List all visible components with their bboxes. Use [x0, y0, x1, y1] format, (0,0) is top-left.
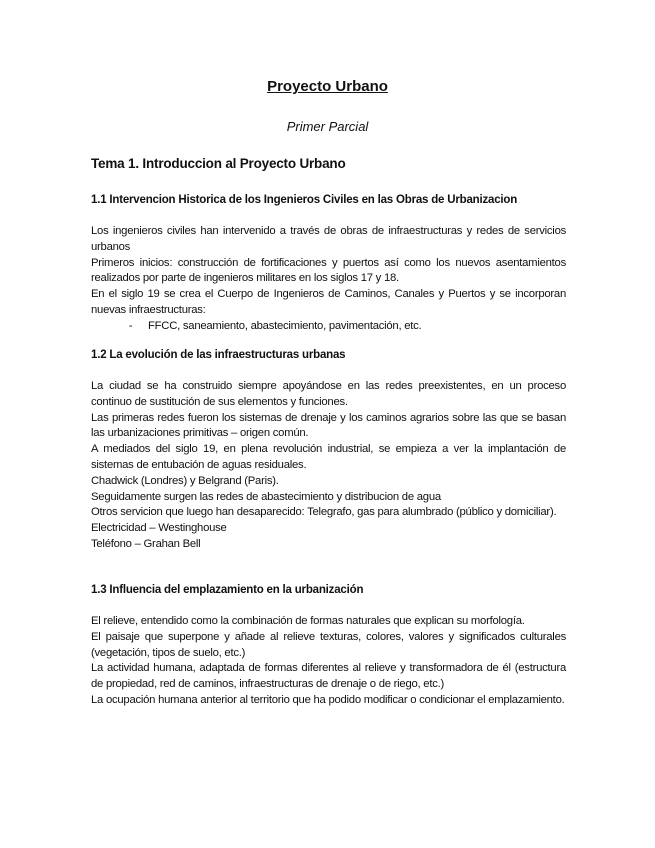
paragraph: Teléfono – Grahan Bell	[91, 537, 201, 550]
section-body-1-2	[91, 379, 566, 553]
paragraph: La ocupación humana anterior al territorio que ha podido modificar o condicionar el emplazamiento.	[91, 693, 565, 706]
section-body-1-1	[91, 224, 566, 335]
section-heading-1-3: 1.3 Influencia del emplazamiento en la urbanización	[91, 584, 364, 596]
paragraph: Seguidamente surgen las redes de abastecimiento y distribucion de agua	[91, 490, 441, 503]
bullet-item	[91, 319, 566, 335]
section-heading-1-1: 1.1 Intervencion Historica de los Ingenieros Civiles en las Obras de Urbanizacion	[91, 194, 518, 206]
section-body-1-3	[91, 614, 566, 709]
paragraph: Electricidad – Westinghouse	[91, 522, 227, 535]
paragraph: El relieve, entendido como la combinación de formas naturales que explican su morfología.	[91, 615, 525, 627]
paragraph: A mediados del siglo 19, en plena revolución industrial, se empieza a ver la implantación de sistemas de entubación de aguas residuales.	[91, 443, 566, 471]
paragraph: Primeros inicios: construcción de fortificaciones y puertos así como los nuevos asentamientos realizados por parte de ingenieros militares en los siglos 17 y 18.	[91, 256, 566, 285]
paragraph: Los ingenieros civiles han intervenido a través de obras de infraestructuras y redes de servicios urbanos	[91, 225, 566, 253]
document-subtitle: Primer Parcial	[286, 119, 369, 134]
paragraph: La actividad humana, adaptada de formas diferentes al relieve y transformadora de él (estructura de propiedad, red de caminos, infraestructuras de drenaje o de riego, etc.)	[91, 662, 566, 691]
paragraph: Chadwick (Londres) y Belgrand (Paris).	[91, 474, 279, 487]
tema-heading: Tema 1. Introduccion al Proyecto Urbano	[91, 156, 346, 171]
paragraph: En el siglo 19 se crea el Cuerpo de Ingenieros de Caminos, Canales y Puertos y se incorporan nuevas infraestructuras:	[91, 288, 566, 316]
bullet-text: FFCC, saneamiento, abastecimiento, pavimentación, etc.	[148, 319, 422, 332]
section-heading-1-2: 1.2 La evolución de las infraestructuras urbanas	[91, 349, 346, 361]
bullet-dash-icon: -	[128, 319, 133, 332]
paragraph: La ciudad se ha construido siempre apoyándose en las redes preexistentes, en un proceso continuo de sustitución de sus elementos y funciones.	[91, 380, 566, 408]
paragraph: Otros servicion que luego han desaparecido: Telegrafo, gas para alumbrado (público y domiciliar).	[91, 506, 557, 519]
document-title: Proyecto Urbano	[267, 78, 388, 95]
paragraph: El paisaje que superpone y añade al relieve texturas, colores, valores y significados culturales (vegetación, tipos de suelo, etc.)	[91, 630, 566, 659]
paragraph: Las primeras redes fueron los sistemas de drenaje y los caminos agrarios sobre las que se basan las urbanizaciones primitivas – origen común.	[91, 411, 566, 440]
